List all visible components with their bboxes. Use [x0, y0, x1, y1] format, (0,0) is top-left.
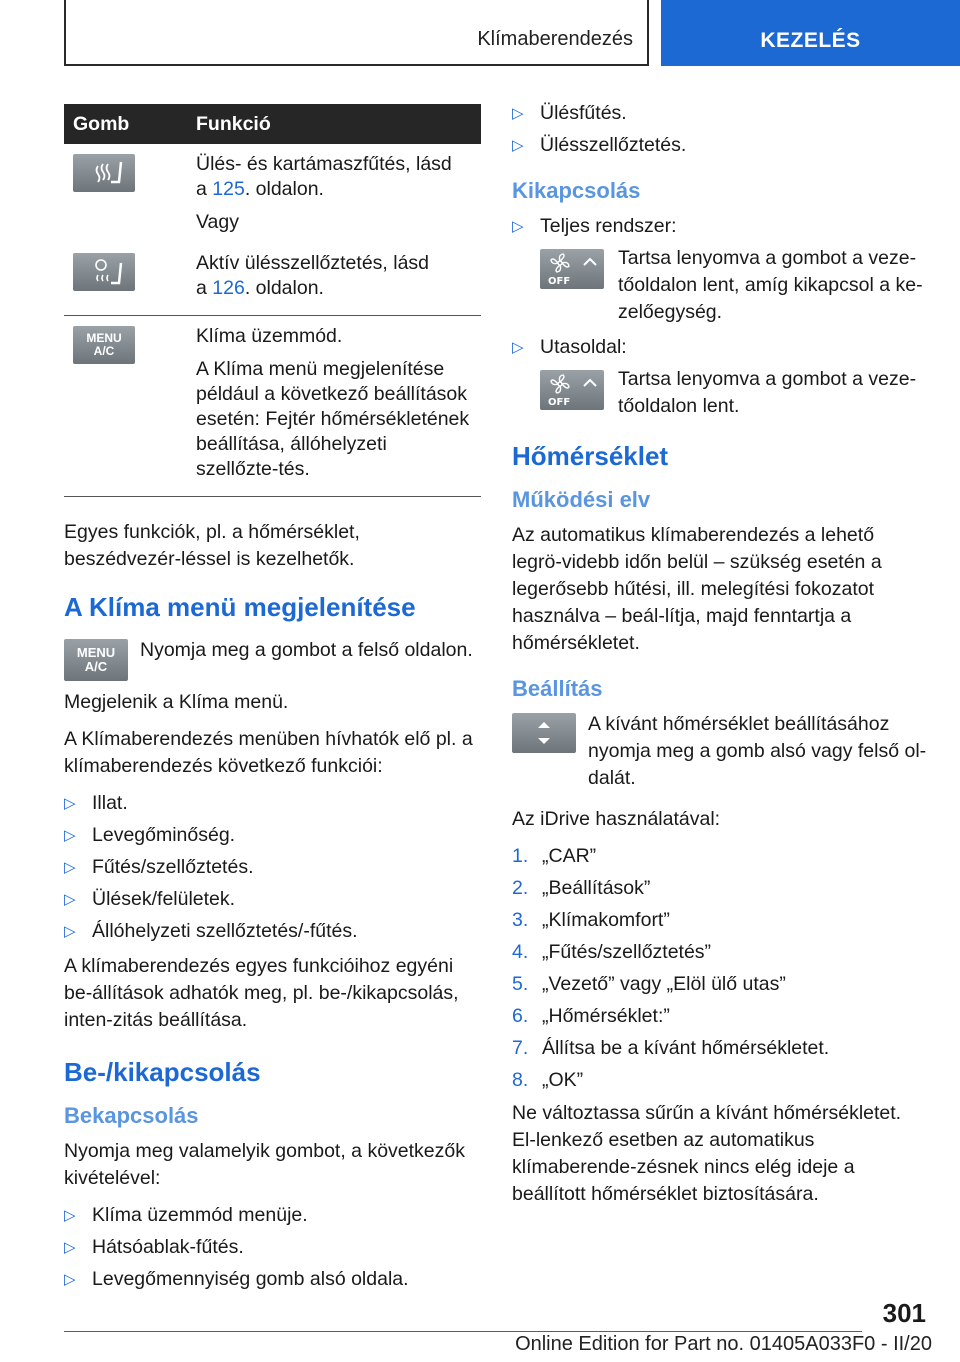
principle-text: Az automatikus klímaberendezés a lehető legrö-videbb időn belül – szükség esetén a legerősebb hűtési, ill. melegítési fokozatot használva – beál-lítja, majd fenntartja a hőmérsékletet. [512, 524, 882, 654]
svg-text:OFF: OFF [548, 276, 571, 287]
full-system-off-text: Tartsa lenyomva a gombot a veze-tőoldalon lent, amíg kikapcsol a ke-zelőegység. [618, 247, 923, 323]
exceptions-list-continued [512, 100, 928, 159]
heading-principle: Működési elv [512, 487, 651, 512]
footer-divider [64, 1331, 862, 1332]
svg-text:OFF: OFF [548, 397, 571, 408]
list-item: 4. „Fűtés/szellőztetés” [512, 941, 712, 963]
page-number: 301 [882, 1298, 926, 1328]
table-row [64, 144, 481, 249]
page-header [0, 0, 960, 66]
idrive-text: Az iDrive használatával: [512, 808, 721, 830]
switch-on-text: Nyomja meg valamelyik gombot, a következők kivételével: [64, 1140, 465, 1189]
menu-ac-icon: MENU A/C [73, 326, 135, 364]
list-item: 5. „Vezető” vagy „Elöl ülő utas” [512, 973, 786, 995]
heading-onoff: Be-/kikapcsolás [64, 1057, 261, 1087]
menu-appears-text: Megjelenik a Klíma menü. [64, 691, 289, 713]
heading-switch-on: Bekapcsolás [64, 1103, 199, 1128]
row-seat-ventilation-text: Aktív ülésszellőztetés, lásd a 126. oldalon. [196, 252, 430, 299]
list-item: ▷ Ülések/felületek. [64, 888, 236, 910]
warning-text: Ne változtassa sűrűn a kívánt hőmérsékletet. El-lenkező esetben az automatikus klímaberende-zésnek nincs elég ideje a beállított hőmérséklet biztosítására. [512, 1102, 902, 1205]
exceptions-list [64, 1202, 481, 1293]
temperature-updown-icon [512, 713, 576, 753]
table-header-button: Gomb [64, 104, 184, 144]
list-item: ▷ Fűtés/szellőztetés. [64, 856, 254, 878]
list-item: 3. „Klímakomfort” [512, 909, 670, 931]
functions-list [64, 790, 481, 945]
section-tab: KEZELÉS [661, 0, 960, 66]
right-column [512, 100, 928, 1218]
heading-setting: Beállítás [512, 676, 603, 701]
table-header-function: Funkció [184, 104, 481, 144]
seat-ventilation-icon [73, 253, 135, 291]
list-item: ▷ Ülésszellőztetés. [512, 134, 687, 156]
full-system-off-block [512, 245, 928, 326]
heading-switch-off: Kikapcsolás [512, 178, 641, 203]
page-link-126[interactable]: 126 [212, 277, 245, 299]
table-row [64, 249, 481, 316]
list-item: ▷ Illat. [64, 792, 128, 814]
passenger-off-block [512, 366, 928, 422]
page-link-125[interactable]: 125 [212, 178, 245, 200]
chapter-title: Klímaberendezés [64, 0, 649, 66]
voice-control-intro: Egyes funkciók, pl. a hőmérséklet, beszédvezér-léssel is kezelhetők. [64, 521, 360, 570]
setting-text: A kívánt hőmérséklet beállításához nyomja meg a gomb alsó vagy felső ol-dalát. [588, 713, 927, 789]
seat-heating-icon [73, 154, 135, 192]
left-column [64, 104, 481, 1301]
or-text: Vagy [196, 211, 239, 233]
individual-settings-text: A klímaberendezés egyes funkcióihoz egyéni be-állítások adhatók meg, pl. be-/kikapcsolás, inten-zitás beállítása. [64, 955, 459, 1031]
list-item: ▷ Levegőminőség. [64, 824, 236, 846]
list-item: ▷ Állóhelyzeti szellőztetés/-fűtés. [64, 920, 358, 942]
heading-temperature: Hőmérséklet [512, 441, 669, 471]
row-climate-mode-text: A Klíma menü megjelenítése például a következő beállítások esetén: Fejtér hőmérsékletének beállítása, állóhelyzeti szellőzte-tés. [196, 358, 470, 480]
passenger-off-list [512, 334, 928, 361]
list-item: 6. „Hőmérséklet:” [512, 1005, 670, 1027]
list-item: ▷ Teljes rendszer: [512, 215, 677, 237]
row-seat-heating-text: Ülés- és kartámaszfűtés, lásd a 125. oldalon. [196, 153, 452, 200]
passenger-off-text: Tartsa lenyomva a gombot a veze-tőoldalon lent. [618, 368, 917, 417]
list-item: ▷ Levegőmennyiség gomb alsó oldala. [64, 1268, 409, 1290]
heading-climate-menu: A Klíma menü megjelenítése [64, 592, 416, 622]
list-item: ▷ Hátsóablak-fűtés. [64, 1236, 244, 1258]
idrive-steps [512, 843, 928, 1094]
list-item: ▷ Klíma üzemmód menüje. [64, 1204, 308, 1226]
list-item: ▷ Ülésfűtés. [512, 102, 627, 124]
list-item: 8. „OK” [512, 1069, 584, 1091]
fan-off-icon [540, 249, 604, 289]
fan-off-icon [540, 370, 604, 410]
menu-press-text: Nyomja meg a gombot a felső oldalon. [140, 639, 473, 661]
row-climate-mode-title: Klíma üzemmód. [196, 325, 343, 347]
list-item: 1. „CAR” [512, 845, 597, 867]
edition-text: Online Edition for Part no. 01405A033F0 - II/20 [515, 1333, 932, 1355]
button-function-table [64, 104, 481, 497]
switch-off-list [512, 213, 928, 240]
list-item: 7. Állítsa be a kívánt hőmérsékletet. [512, 1037, 830, 1059]
menu-functions-text: A Klímaberendezés menüben hívhatók elő pl. a klímaberendezés következő funkciói: [64, 728, 473, 777]
list-item: ▷ Utasoldal: [512, 336, 627, 358]
table-row [64, 316, 481, 497]
menu-ac-icon: MENU A/C [64, 639, 128, 681]
list-item: 2. „Beállítások” [512, 877, 651, 899]
